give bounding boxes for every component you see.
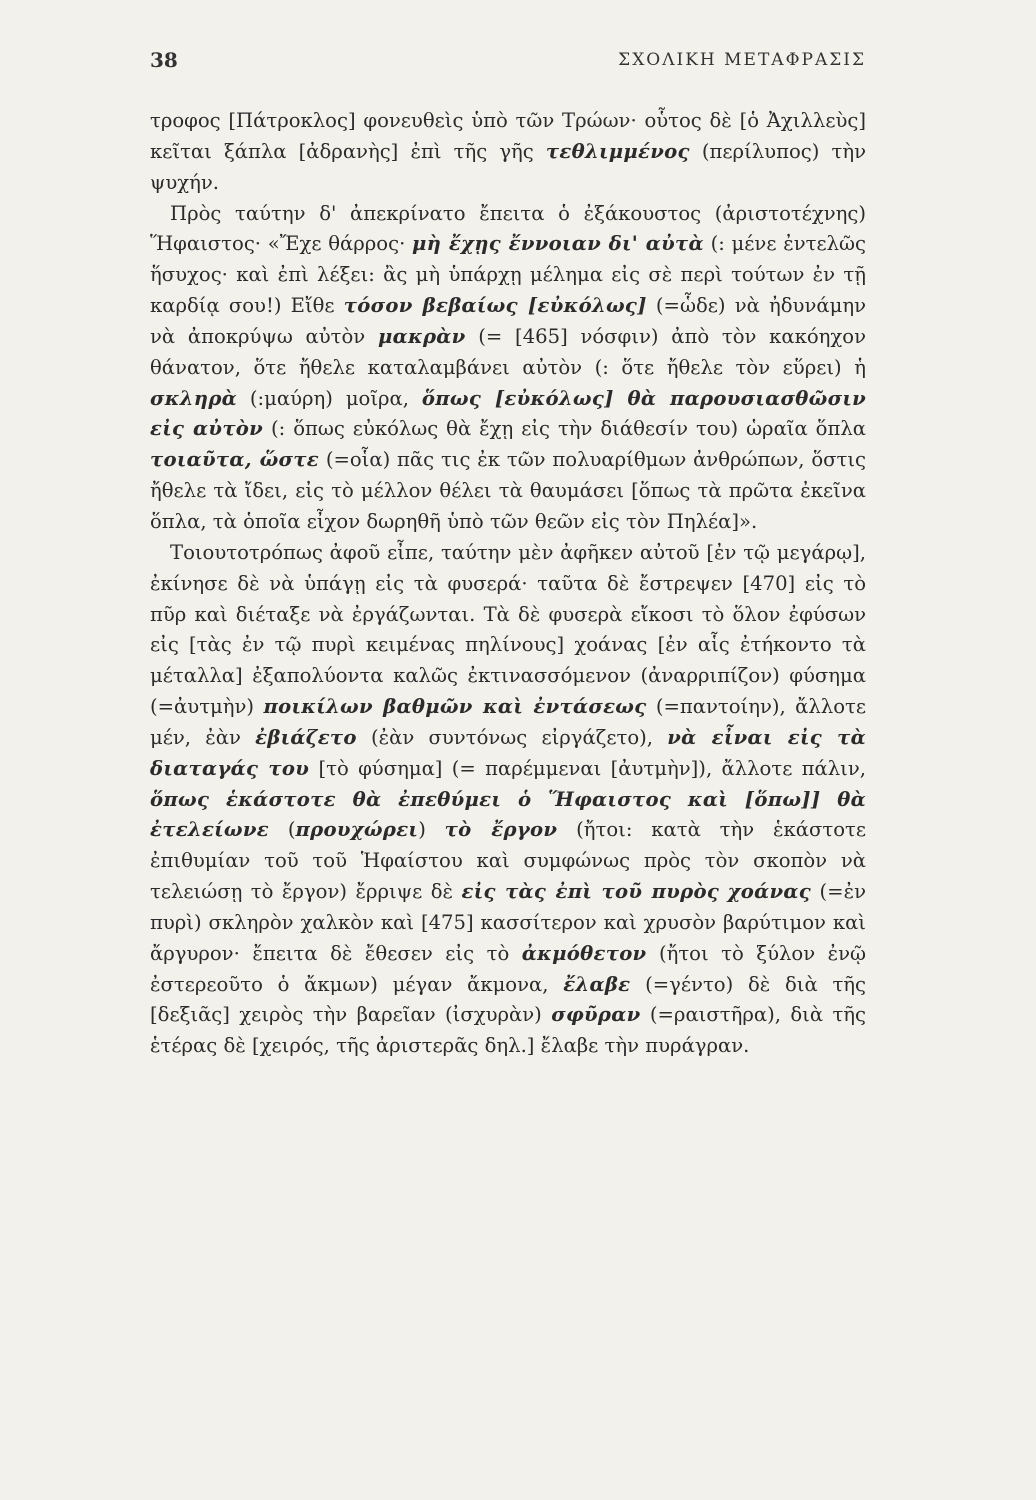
text-segment: Πρὸς ταύτην δ' ἀπεκρίνατο ἔπειτα ὁ ἐξάκουστος (ἀριστοτέχνης) Ἥφαιστος· «Ἔχε θάρρος· <box>150 201 866 256</box>
emphasized-phrase: σφῦραν <box>551 1003 641 1027</box>
text-segment <box>719 880 727 903</box>
emphasized-phrase: σκληρὰ <box>150 386 238 410</box>
emphasized-phrase: προυχώρει <box>295 818 419 842</box>
text-segment: τροφος [Πάτροκλος] φονευθεὶς ὑπὸ τῶν Τρώων· οὗτος δὲ [ὁ Ἀχιλλεὺς] κεῖται ξάπλα [ἀδρανὴς] ἐπὶ τῆς γῆς <box>150 109 866 163</box>
text-segment: (ἐὰν συντόνως εἰργάζετο), <box>356 725 668 749</box>
text-segment: (: ὅπως εὐκόλως θὰ ἔχῃ εἰς τὴν διάθεσίν του) ὡραῖα ὅπλα <box>263 417 866 441</box>
emphasized-phrase: νὰ εἶναι εἰς τὰ διαταγάς του <box>150 725 866 780</box>
text-segment: (περίλυπος) τὴν ψυχήν. <box>150 139 866 194</box>
text-segment: (=ὧδε) νὰ ἠδυνάμην νὰ ἀποκρύψω αὐτὸν <box>150 294 866 348</box>
text-segment: ( <box>269 818 296 842</box>
emphasized-phrase: εἰς τὰς ἐπὶ τοῦ πυρὸς <box>461 880 720 904</box>
text-segment: ) <box>418 818 445 842</box>
paragraph <box>150 199 866 538</box>
emphasized-phrase: μακρὰν <box>377 324 466 348</box>
emphasized-phrase: τοιαῦτα, ὥστε <box>150 448 319 472</box>
text-segment: [τὸ φύσημα] (= παρέμμεναι [ἀυτμὴν]), ἄλλοτε πάλιν, <box>309 756 866 780</box>
emphasized-phrase: ἔλαβε <box>563 972 631 996</box>
paragraph <box>150 538 866 1062</box>
emphasized-phrase: τεθλιμμένος <box>545 139 690 163</box>
text-segment: (:μαύρη) μοῖρα, <box>237 386 422 410</box>
text-segment: (=ραιστῆρα), διὰ τῆς ἑτέρας δὲ [χειρός, τῆς ἀριστερᾶς δηλ.] ἔλαβε τὴν πυράγραν. <box>150 1003 866 1058</box>
text-segment: (=οἷα) πᾶς τις ἐκ τῶν πολυαρίθμων ἀνθρώπων, ὅστις ἤθελε τὰ ἴδει, εἰς τὸ μέλλον θέλει τὰ θαυμάσει [ὅπως τὰ πρῶτα ἐκεῖνα ὅπλα, τὰ ὁποῖα εἶχον δωρηθῆ ὑπὸ τῶν θεῶν εἰς τὸν Πηλέα]». <box>150 448 866 533</box>
emphasized-phrase: μὴ ἔχῃς ἔννοιαν δι' αὐτὰ <box>412 232 704 256</box>
emphasized-phrase: τόσον βεβαίως [εὐκόλως] <box>343 294 647 318</box>
running-title: ΣΧΟΛΙΚΗ ΜΕΤΑΦΡΑΣΙΣ <box>618 50 866 70</box>
text-segment: (: μένε ἐντελῶς ἥσυχος· καὶ ἐπὶ λέξει: ἂς μὴ ὑπάρχῃ μέλημα εἰς σὲ περὶ τούτων ἐν τῇ καρδίᾳ σου!) Εἴθε <box>150 232 866 318</box>
emphasized-phrase: τὸ ἔργον <box>444 818 558 842</box>
text-segment: (ἤτοι: κατὰ τὴν ἑκάστοτε ἐπιθυμίαν τοῦ τοῦ Ἡφαίστου καὶ συμφώνως πρὸς τὸν σκοπὸν νὰ τελειώσῃ τὸ ἔργον) ἔρριψε δὲ <box>150 818 867 904</box>
page-number: 38 <box>150 48 178 72</box>
emphasized-phrase: ὅπως ἑκάστοτε θὰ ἐπεθύμει ὁ Ἥφαιστος καὶ [ὅπω]] θὰ ἐτελείωνε <box>150 787 866 842</box>
text-segment: (= [465] νόσφιν) ἀπὸ τὸν κακόηχον θάνατον, ὅτε ἤθελε καταλαμβάνει αὐτὸν (: ὅτε ἤθελε τὸν εὕρει) ἡ <box>150 324 866 379</box>
text-segment: (=ἐν πυρὶ) σκληρὸν χαλκὸν καὶ [475] κασσίτερον καὶ χρυσὸν βαρύτιμον καὶ ἄργυρον· ἔπειτα δὲ ἔθεσεν εἰς τὸ <box>150 880 866 965</box>
emphasized-phrase: χοάνας <box>727 880 812 904</box>
emphasized-phrase: ποικίλων βαθμῶν καὶ ἐντάσεως <box>263 695 647 719</box>
emphasized-phrase: ὅπως [εὐκόλως] θὰ παρουσιασθῶσιν εἰς αὐτὸν <box>150 386 866 441</box>
text-segment: (=γέντο) δὲ διὰ τῆς [δεξιᾶς] χειρὸς τὴν βαρεῖαν (ἰσχυρὰν) <box>150 972 866 1027</box>
text-segment: (ἤτοι τὸ ξύλον ἐνῷ ἐστερεοῦτο ὁ ἄκμων) μέγαν ἄκμονα, <box>150 941 866 996</box>
text-segment: (=παντοίην), ἄλλοτε μέν, ἐὰν <box>150 695 866 749</box>
text-segment: Τοιουτοτρόπως ἀφοῦ εἶπε, ταύτην μὲν ἀφῆκεν αὐτοῦ [ἐν τῷ μεγάρῳ], ἐκίνησε δὲ νὰ ὑπάγῃ εἰς τὰ φυσερά· ταῦτα δὲ ἔστρεψεν [470] εἰς τὸ πῦρ καὶ διέταξε νὰ ἐργάζωνται. Τὰ δὲ φυσερὰ εἴκοσι τὸ ὅλον ἐφύσων εἰς [τὰς ἐν τῷ πυρὶ κειμένας πηλίνους] χοάνας [ἐν αἷς ἐτήκοντο τὰ μέταλλα] ἐξαπολύοντα καλῶς ἐκτινασσόμενον (ἀναρριπίζον) φύσημα (=ἀυτμὴν) <box>150 540 866 719</box>
emphasized-phrase: ἐβιάζετο <box>255 725 357 749</box>
body-text <box>150 106 866 1062</box>
page-header <box>150 48 866 78</box>
emphasized-phrase: ἀκμόθετον <box>521 941 647 965</box>
paragraph <box>150 106 866 199</box>
